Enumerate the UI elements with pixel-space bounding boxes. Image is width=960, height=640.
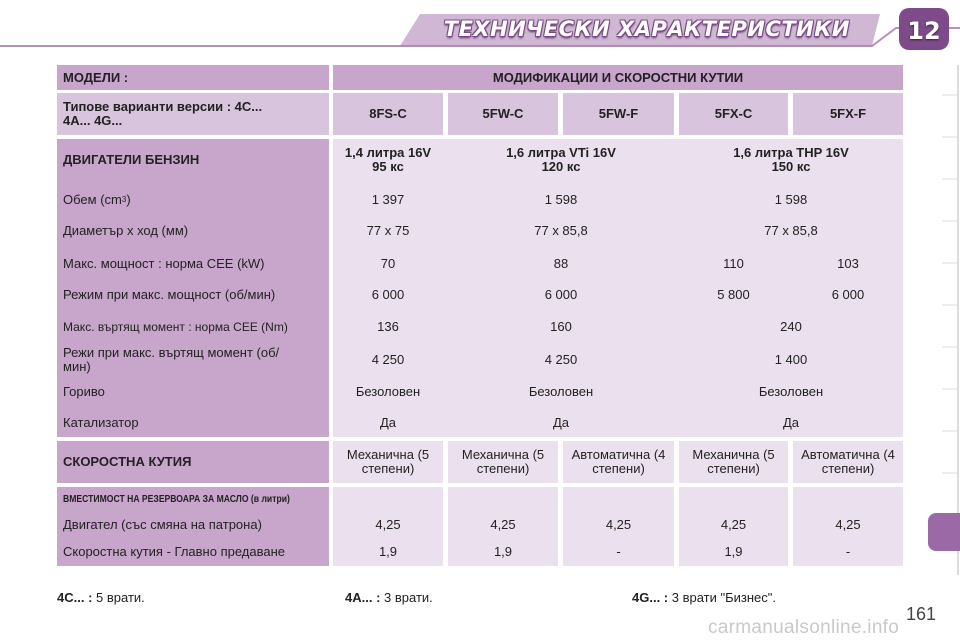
watermark: carmanualsonline.info — [708, 617, 900, 638]
gearbox-cell: Автоматична (4 степени) — [793, 441, 903, 483]
value-cell: 4,25 — [490, 517, 516, 532]
value-cell: 77 x 85,8 — [764, 223, 818, 238]
value-cell: Да — [552, 415, 570, 430]
chapter-tab-active[interactable] — [928, 513, 960, 551]
value-cell: 1 598 — [774, 192, 808, 207]
gearbox-cell: Механична (5 степени) — [679, 441, 788, 483]
value-cell: Да — [379, 415, 397, 430]
chapter-title: ТЕХНИЧЕСКИ ХАРАКТЕРИСТИКИ — [443, 17, 850, 41]
value-cell: 1,9 — [724, 544, 743, 559]
modifications-label: МОДИФИКАЦИИ И СКОРОСТНИ КУТИИ — [333, 65, 903, 90]
engine-heading: 1,6 литра THP 16V 150 кс — [733, 145, 849, 174]
models-label: МОДЕЛИ : — [57, 65, 329, 90]
gearbox-cell: Автоматична (4 степени) — [563, 441, 674, 483]
row-label-oil-engine: Двигател (със смяна на патрона) — [63, 517, 262, 532]
oil-capacity-label: ВМЕСТИМОСТ НА РЕЗЕРВОАРА ЗА МАСЛО (в литри) — [63, 493, 290, 505]
chapter-side-rail — [928, 65, 960, 575]
variant-cell: 5FW-C — [448, 93, 558, 135]
value-cell: 70 — [380, 256, 396, 271]
value-cell: 1,9 — [378, 544, 398, 559]
value-cell: 1 400 — [774, 352, 808, 367]
row-label-catalyst: Катализатор — [63, 415, 139, 430]
value-cell: 88 — [553, 256, 569, 271]
variants-label: Типове варианти версии : 4C... 4A... 4G... — [57, 93, 329, 135]
variant-cell: 5FX-F — [793, 93, 903, 135]
value-cell: 6 000 — [371, 287, 405, 302]
value-cell: 1 397 — [371, 192, 405, 207]
gearbox-label: СКОРОСТНА КУТИЯ — [57, 441, 329, 483]
row-label-power: Макс. мощност : норма CEE (kW) — [63, 256, 265, 271]
value-cell: - — [845, 544, 851, 559]
value-cell: 4,25 — [835, 517, 861, 532]
value-cell: Безоловен — [355, 384, 421, 399]
value-cell: Безоловен — [528, 384, 594, 399]
value-cell: 4,25 — [375, 517, 401, 532]
value-cell: 4 250 — [371, 352, 405, 367]
variant-cell: 5FW-F — [563, 93, 674, 135]
value-cell: Да — [782, 415, 800, 430]
variant-cell: 5FX-C — [679, 93, 788, 135]
footnote-4c: 4C... : 5 врати. — [57, 590, 145, 605]
engine-heading: 1,6 литра VTi 16V 120 кс — [506, 145, 616, 174]
row-label-power-rpm: Режим при макс. мощност (об/мин) — [63, 287, 276, 302]
gearbox-cell: Механична (5 степени) — [333, 441, 443, 483]
engine-heading: 1,4 литра 16V 95 кс — [344, 145, 432, 174]
gearbox-cell: Механична (5 степени) — [448, 441, 558, 483]
value-cell: 4,25 — [720, 517, 747, 532]
value-cell: 77 x 85,8 — [534, 223, 588, 238]
value-cell: 110 — [723, 256, 744, 271]
value-cell: 136 — [377, 319, 399, 334]
footnote-4a: 4A... : 3 врати. — [345, 590, 433, 605]
variant-cell: 8FS-C — [333, 93, 443, 135]
value-cell: - — [616, 544, 621, 559]
value-cell: 1,9 — [493, 544, 513, 559]
row-label-torque: Макс. въртящ момент : норма CEE (Nm) — [63, 320, 288, 334]
value-cell: 5 800 — [717, 287, 750, 302]
row-label-volume: Обем (cm 3 ) — [63, 192, 131, 207]
row-label-fuel: Гориво — [63, 384, 105, 399]
value-cell: 77 x 75 — [366, 223, 410, 238]
value-cell: 1 598 — [544, 192, 578, 207]
page-number: 161 — [906, 604, 937, 624]
value-cell: 6 000 — [831, 287, 865, 302]
row-label-bore: Диаметър x ход (мм) — [63, 223, 189, 238]
row-label-torque-rpm: Режи при макс. въртящ момент (об/мин) — [63, 345, 280, 374]
value-cell: Безоловен — [758, 384, 824, 399]
value-cell: 6 000 — [544, 287, 578, 302]
value-cell: 4,25 — [605, 517, 632, 532]
value-cell: 4 250 — [544, 352, 578, 367]
value-cell: 240 — [780, 319, 802, 334]
chapter-number: 12 — [907, 17, 941, 45]
footnote-4g: 4G... : 3 врати "Бизнес". — [632, 590, 777, 605]
value-cell: 160 — [550, 319, 572, 334]
value-cell: 103 — [837, 256, 859, 271]
engines-label: ДВИГАТЕЛИ БЕНЗИН — [63, 152, 200, 167]
row-label-oil-gearbox: Скоростна кутия - Главно предаване — [63, 544, 286, 559]
